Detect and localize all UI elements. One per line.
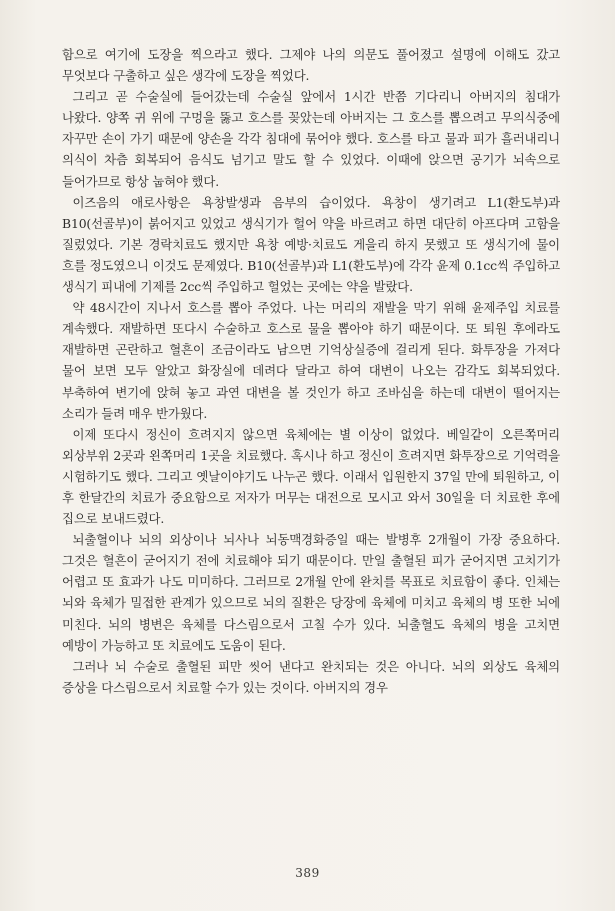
paragraph-continued: 함으로 여기에 도장을 찍으라고 했다. 그제야 나의 의문도 풀어졌고 설명에 이해도 갔고 무엇보다 구출하고 싶은 생각에 도장을 찍었다. [62, 47, 560, 84]
paragraph-closing: 그러나 뇌 수술로 출혈된 피만 씻어 낸다고 완치되는 것은 아니다. 뇌의 외상도 육체의 증상을 다스림으로서 치료할 수가 있는 것이다. 아버지의 경우 [62, 658, 560, 695]
paragraph-recovery: 약 48시간이 지나서 호스를 뽑아 주었다. 나는 머리의 재발을 막기 위해 윤제주입 치료를 계속했다. 재발하면 또다시 수술하고 호스로 물을 뽑아야 하기 때문이다. 또 퇴원 후에라도 재발하면 곤란하고 혈흔이 조금이라도 남으면 기억상실증에 걸리게 된다. 화투장을 가져다 물어 보면 모두 알았고 화장실에 데려다 달라고 하여 대변이 나오는 감각도 회복되었다. 부축하여 변기에 앉혀 놓고 과연 대변을 볼 것인가 하고 조바심을 하는데 대변이 떨어지는 소리가 들려 매우 반가웠다. [62, 300, 560, 421]
paragraph-discharge: 이제 또다시 정신이 흐려지지 않으면 육체에는 별 이상이 없었다. 베일같이 오른쪽머리 외상부위 2곳과 왼쪽머리 1곳을 치료했다. 혹시나 하고 정신이 흐려지면 화투장으로 기억력을 시험하기도 했다. 그리고 옛날이야기도 나누곤 했다. 이래서 입원한지 37일 만에 퇴원하고, 이 후 한달간의 치료가 중요함으로 저자가 머무는 대전으로 모시고 와서 30일을 더 치료한 후에 집으로 보내드렸다. [62, 426, 560, 527]
paragraph-bedsore: 이즈음의 애로사항은 욕창발생과 음부의 습이었다. 욕창이 생기려고 L1(환도부)과 B10(선골부)이 붉어지고 있었고 생식기가 헐어 약을 바르려고 하면 대단히 아프다며 고함을 질렀었다. 기본 경락치료도 했지만 욕창 예방·치료도 게을리 하지 못했고 또 생식기에 물이 흐를 정도였으니 이것도 문제였다. B10(선골부)과 L1(환도부)에 각각 윤제 0.1cc씩 주입하고 생식기 피내에 기제를 2cc씩 주입하고 헐었는 곳에는 약을 발랐다. [62, 194, 560, 295]
paragraph-treatment-period: 뇌출혈이나 뇌의 외상이나 뇌사나 뇌동맥경화증일 때는 발병후 2개월이 가장 중요하다. 그것은 혈흔이 굳어지기 전에 치료해야 되기 때문이다. 만일 출혈된 피가 굳어지면 고치기가 어렵고 또 효과가 나도 미미하다. 그러므로 2개월 안에 완치를 목표로 치료함이 좋다. 인체는 뇌와 육체가 밀접한 관계가 있으므로 뇌의 질환은 당장에 육체에 미치고 육체의 병 또한 뇌에 미친다. 뇌의 병변은 육체를 다스림으로서 고칠 수가 있다. 뇌출혈도 육체의 병을 고치면 예방이 가능하고 또 치료에도 도움이 된다. [62, 532, 560, 653]
body-text [62, 44, 560, 698]
page-number: 389 [295, 866, 320, 880]
paragraph-surgery: 그리고 곧 수술실에 들어갔는데 수술실 앞에서 1시간 반쯤 기다리니 아버지의 침대가 나왔다. 양쪽 귀 위에 구멍을 뚫고 호스를 꽂았는데 아버지는 그 호스를 뽑으려고 무의식중에 자꾸만 손이 가기 때문에 양손을 각각 침대에 묶어야 했다. 호스를 타고 물과 피가 흘러내리니 의식이 차츰 회복되어 음식도 넘기고 말도 할 수 있었다. 이때에 앉으면 공기가 뇌속으로 들어가므로 항상 눕혀야 했다. [62, 89, 560, 189]
